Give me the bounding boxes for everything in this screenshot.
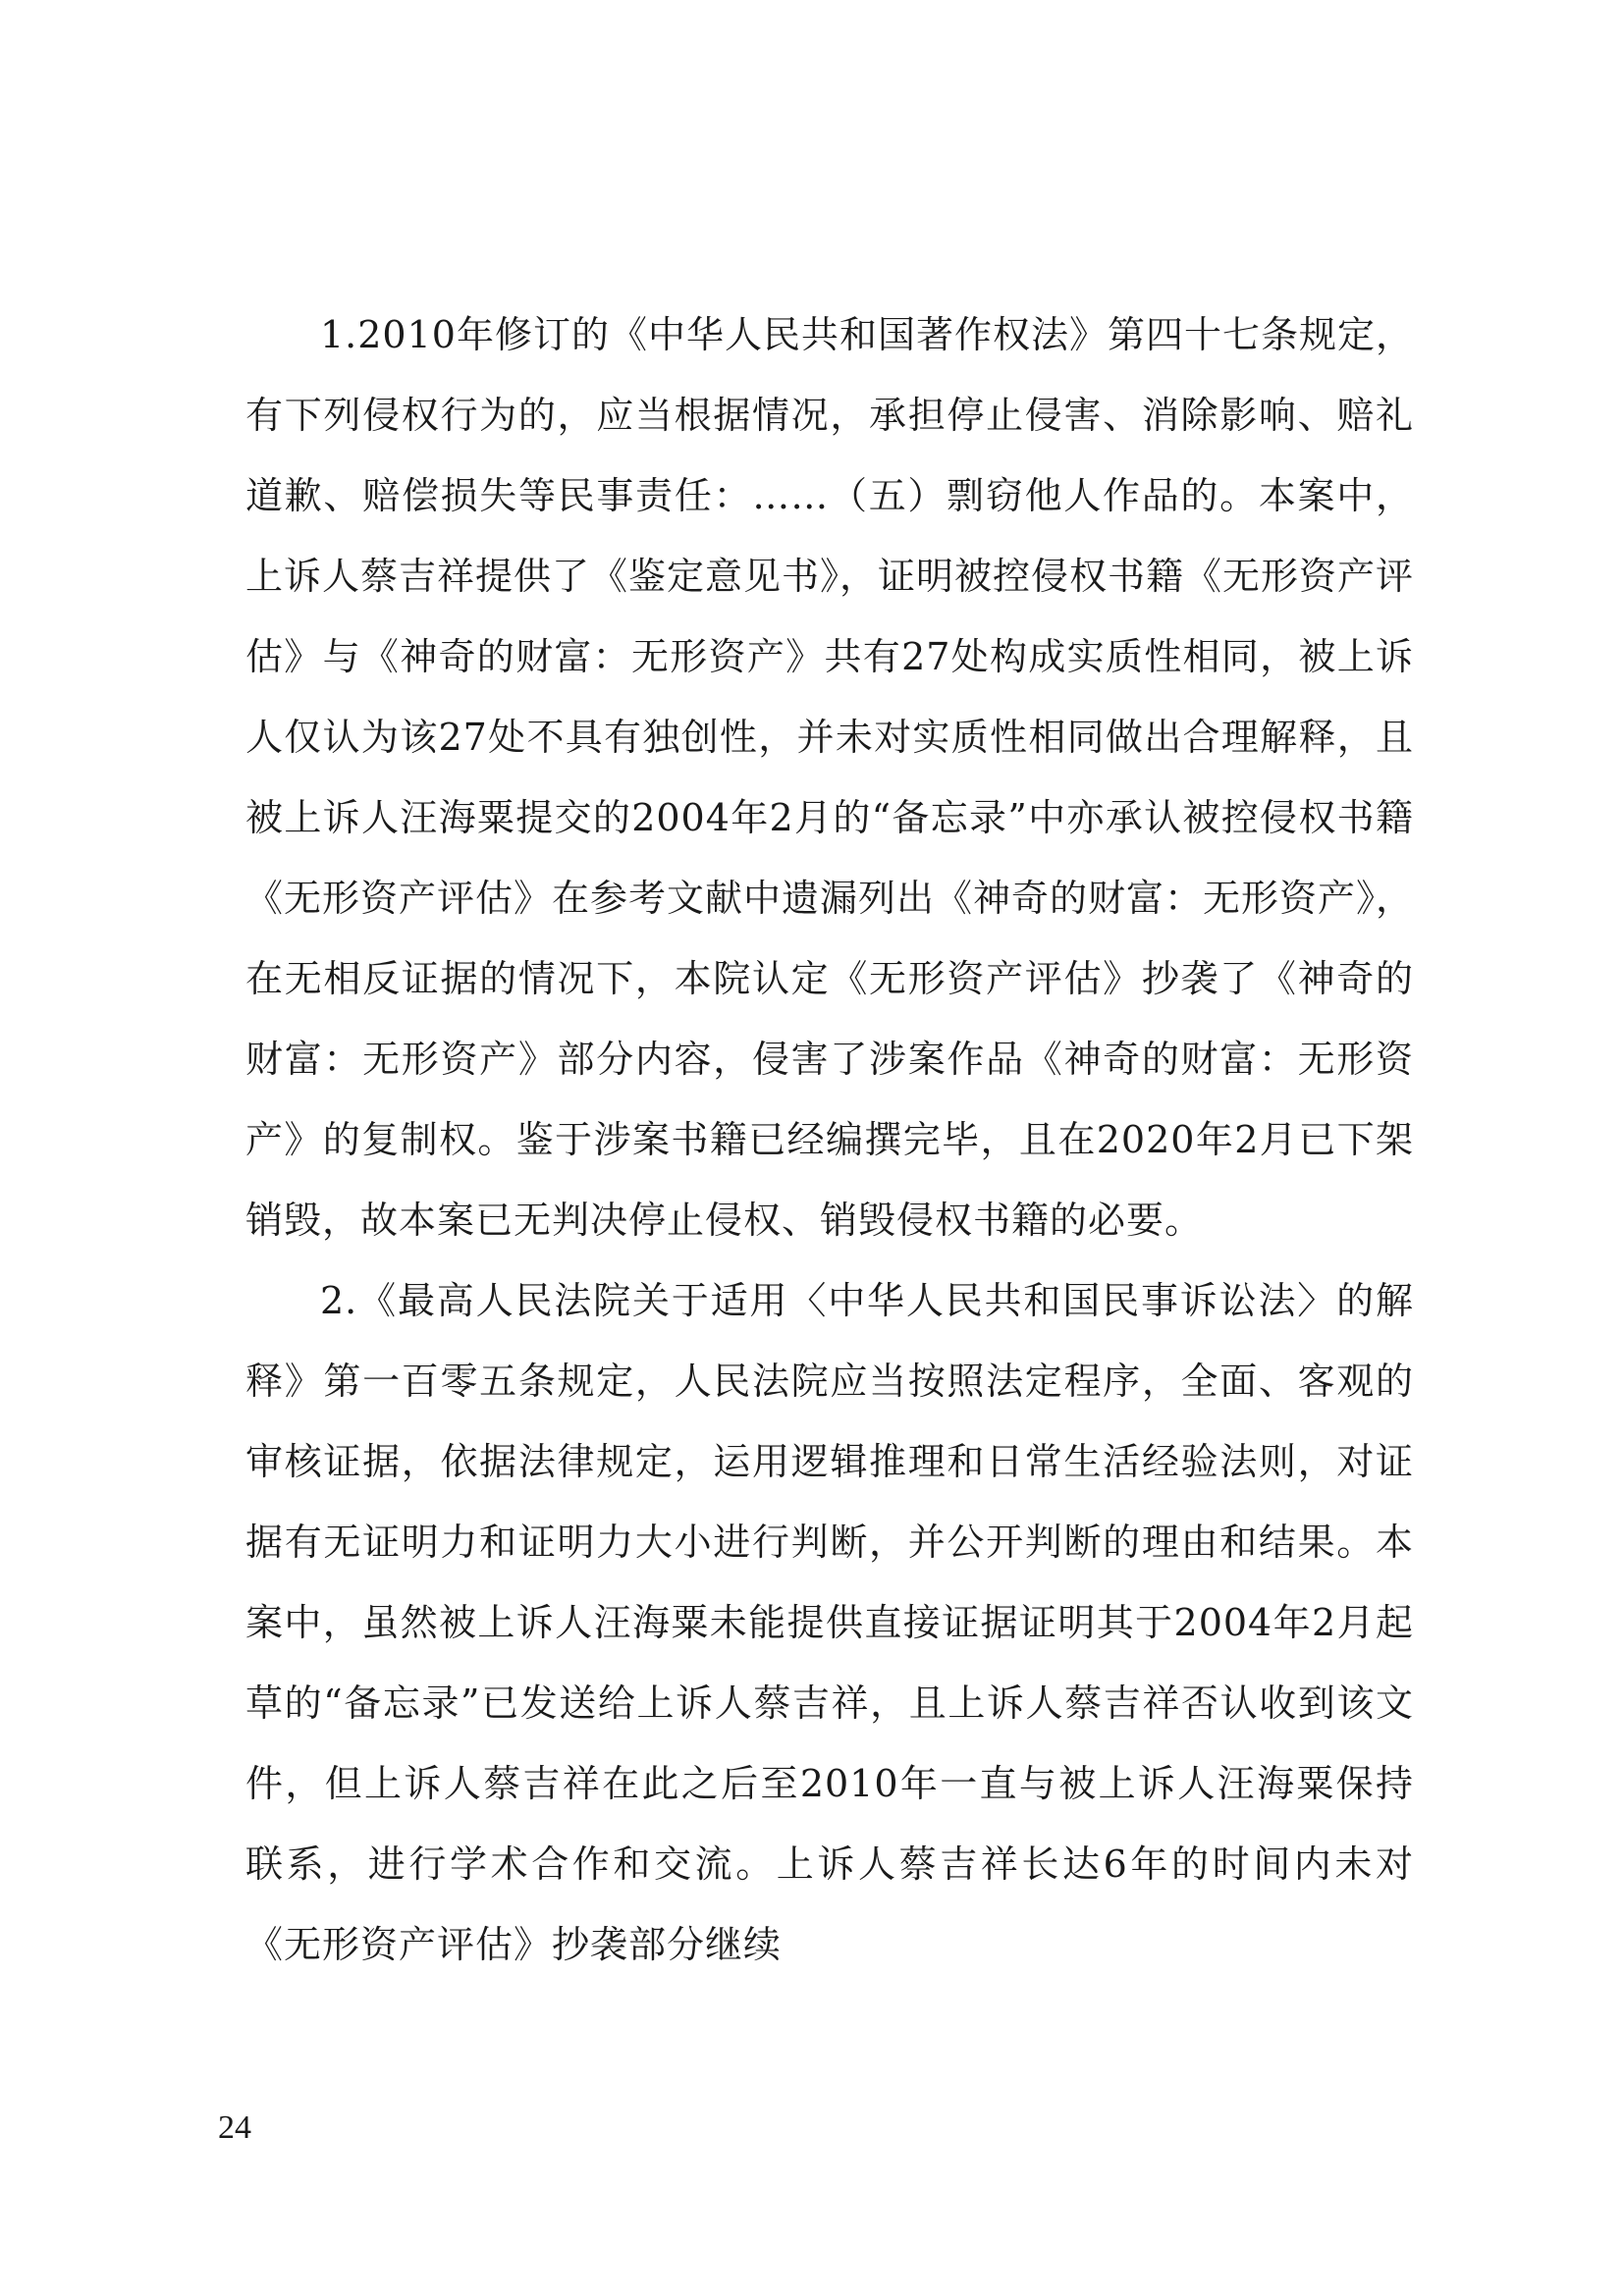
body-text [245, 294, 1414, 1985]
page-number: 24 [218, 2109, 251, 2146]
paragraph-1: 1.2010年修订的《中华人民共和国著作权法》第四十七条规定，有下列侵权行为的，应当根据情况，承担停止侵害、消除影响、赔礼道歉、赔偿损失等民事责任：……（五）剽窃他人作品的。本案中，上诉人蔡吉祥提供了《鉴定意见书》，证明被控侵权书籍《无形资产评估》与《神奇的财富：无形资产》共有27处构成实质性相同，被上诉人仅认为该27处不具有独创性，并未对实质性相同做出合理解释，且被上诉人汪海粟提交的2004年2月的“备忘录”中亦承认被控侵权书籍《无形资产评估》在参考文献中遗漏列出《神奇的财富：无形资产》，在无相反证据的情况下，本院认定《无形资产评估》抄袭了《神奇的财富：无形资产》部分内容，侵害了涉案作品《神奇的财富：无形资产》的复制权。鉴于涉案书籍已经编撰完毕，且在2020年2月已下架销毁，故本案已无判决停止侵权、销毁侵权书籍的必要。 [245, 313, 1415, 1242]
paragraph-2: 2.《最高人民法院关于适用〈中华人民共和国民事诉讼法〉的解释》第一百零五条规定，人民法院应当按照法定程序，全面、客观的审核证据，依据法律规定，运用逻辑推理和日常生活经验法则，对证据有无证明力和证明力大小进行判断，并公开判断的理由和结果。本案中，虽然被上诉人汪海粟未能提供直接证据证明其于2004年2月起草的“备忘录”已发送给上诉人蔡吉祥，且上诉人蔡吉祥否认收到该文件，但上诉人蔡吉祥在此之后至2010年一直与被上诉人汪海粟保持联系，进行学术合作和交流。上诉人蔡吉祥长达6年的时间内未对《无形资产评估》抄袭部分继续 [245, 1279, 1414, 1966]
